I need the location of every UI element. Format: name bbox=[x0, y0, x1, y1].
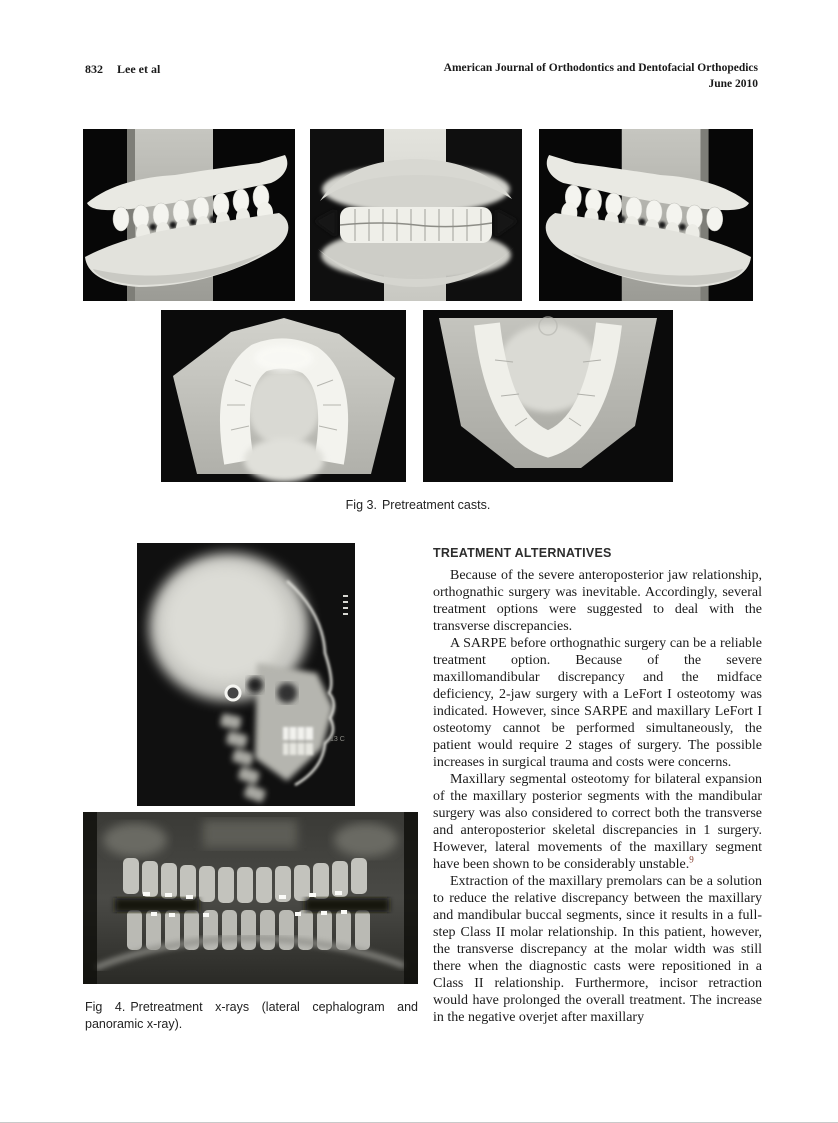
running-head-right bbox=[444, 61, 758, 92]
fig4-caption bbox=[85, 999, 418, 1032]
journal-title: American Journal of Orthodontics and Dentofacial Orthopedics bbox=[443, 62, 758, 74]
fig3-mandibular-occlusal-photo bbox=[423, 310, 673, 482]
paragraph-3 bbox=[433, 771, 762, 873]
issue-date: June 2010 bbox=[708, 77, 758, 90]
paragraph-1: Because of the severe anteroposterior jaw relationship, orthognathic surgery was inevitable. Accordingly, several treatment options were suggested to deal with the transverse discrepancies. bbox=[433, 568, 762, 634]
fig3-cast-lateral-left-photo bbox=[539, 129, 753, 301]
fig4-lateral-cephalogram bbox=[137, 543, 355, 806]
running-head-left bbox=[85, 61, 160, 92]
fig3-caption-text: Pretreatment casts. bbox=[381, 498, 491, 512]
paragraph-3-text: Maxillary segmental osteotomy for bilateral expansion of the maxillary posterior segments with the mandibular surgery was also considered to correct both the transverse and anteroposterior skeletal discrepancies in 1 surgery. However, lateral movements of the maxillary segment have been shown to be considerably unstable. bbox=[433, 772, 762, 872]
ceph-annotation-text: 13 C bbox=[330, 736, 345, 743]
fig4-panoramic-xray bbox=[83, 812, 418, 984]
fig3-maxillary-occlusal-photo bbox=[161, 310, 406, 482]
fig4-caption-label: Fig 4. bbox=[85, 1000, 126, 1014]
fig4-caption-text: Pretreatment x-rays (lateral cephalogram and panoramic x-ray). bbox=[85, 1000, 418, 1031]
page-header bbox=[85, 61, 758, 92]
fig3-caption bbox=[83, 497, 753, 514]
reference-marker-9[interactable]: 9 bbox=[689, 854, 694, 865]
paragraph-4: Extraction of the maxillary premolars can be a solution to reduce the relative discrepancy between the maxillary and mandibular buccal segments, since it results in a full-step Class II molar relationship. In this patient, however, the transverse discrepancy at the molar width was still there when the diagnostic casts were repositioned in a Class II relationship. Furthermore, incisor retraction would have prolonged the overall treatment. The increase in the negative overjet after maxillary bbox=[433, 874, 762, 1025]
article-column bbox=[433, 546, 762, 1026]
fig3-cast-frontal-photo bbox=[310, 129, 522, 301]
fig3-cast-lateral-right-photo bbox=[83, 129, 295, 301]
page-number: 832 bbox=[85, 62, 103, 76]
running-authors: Lee et al bbox=[117, 62, 161, 76]
paragraph-2: A SARPE before orthognathic surgery can be a reliable treatment option. Because of the severe maxillomandibular discrepancy and the midface deficiency, 2-jaw surgery with a LeFort I osteotomy was indicated. However, since SARPE and maxillary LeFort I osteotomy cannot be performed simultaneously, the patient would require 2 stages of surgery. The possible increases in surgical trauma and costs were concerns. bbox=[433, 636, 762, 770]
fig3-caption-label: Fig 3. bbox=[345, 498, 377, 512]
section-heading: TREATMENT ALTERNATIVES bbox=[433, 546, 612, 560]
